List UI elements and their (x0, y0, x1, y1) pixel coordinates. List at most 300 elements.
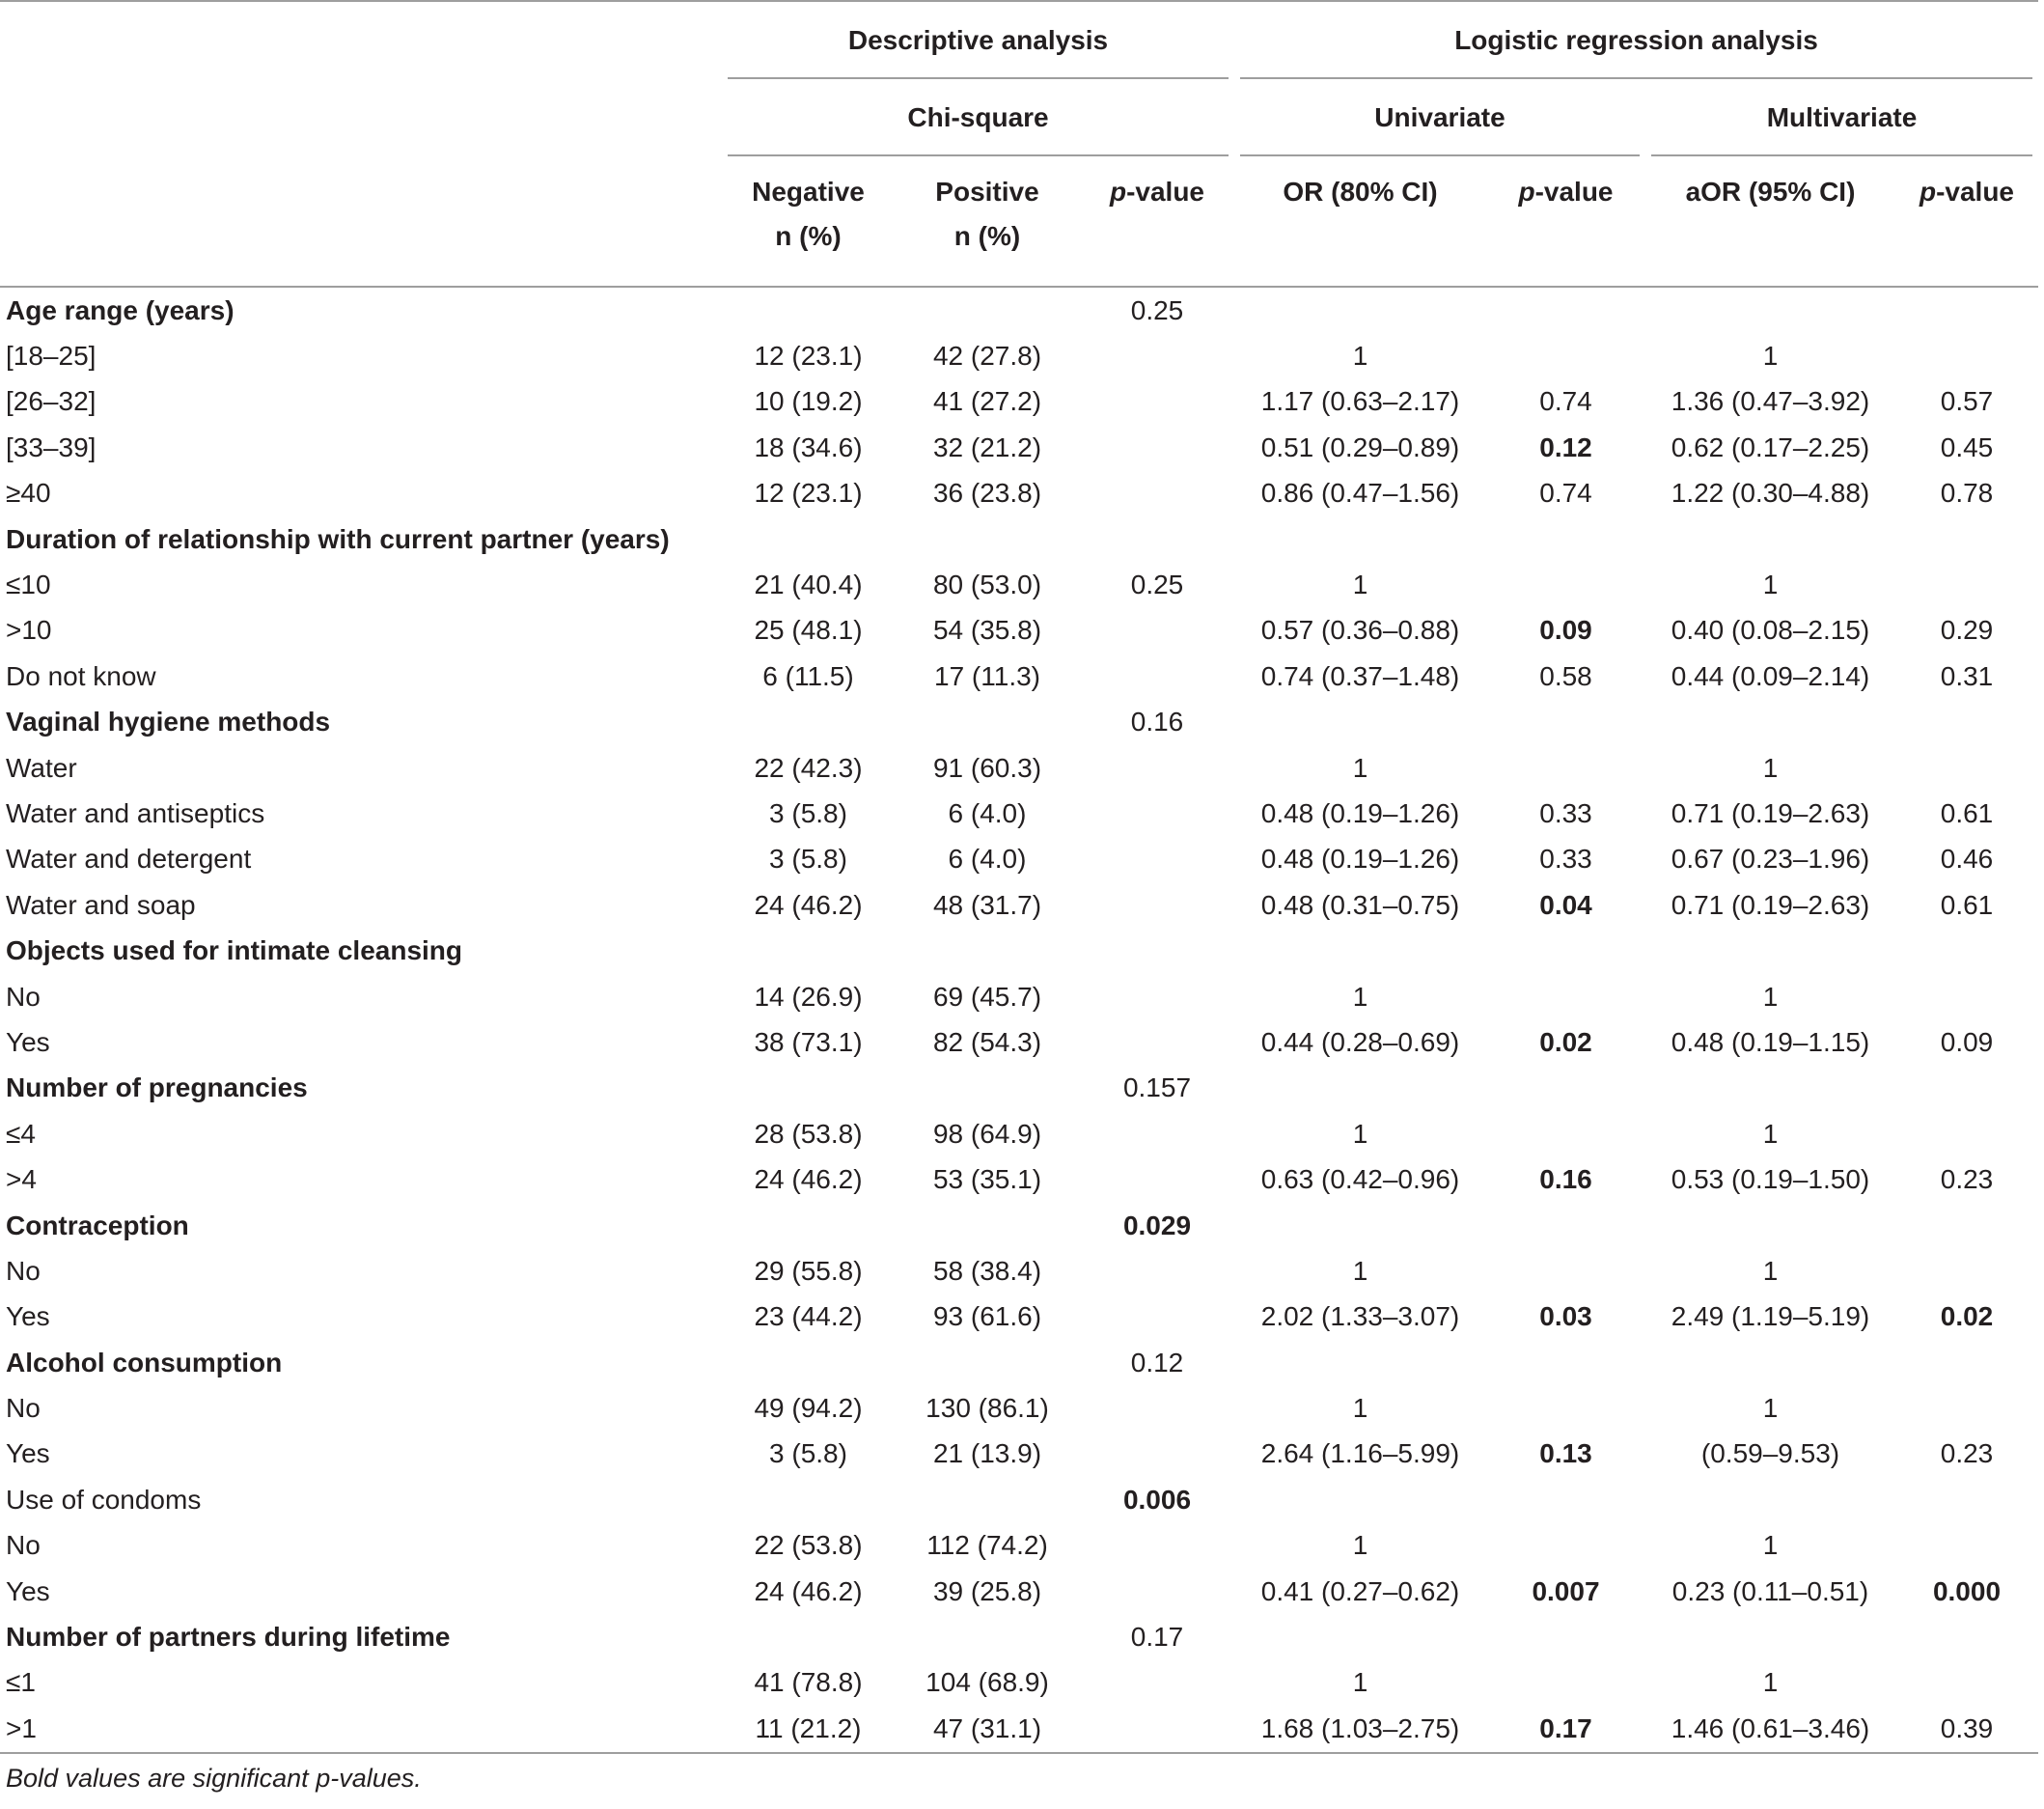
adjusted-odds-ratio-95ci: 1 (1762, 981, 1779, 1012)
table-row (0, 1156, 2038, 1202)
adjusted-odds-ratio-95ci (1645, 1614, 1895, 1659)
multivariate-p-value: 0.09 (1940, 1026, 1994, 1057)
multivariate-p-value (1895, 1111, 2038, 1156)
odds-ratio-80ci (1234, 1203, 1486, 1248)
chi-square-p-value (1080, 425, 1234, 470)
chi-square-p-value (1080, 837, 1234, 882)
univariate-p-value: 0.12 (1539, 431, 1592, 462)
row-label: Number of partners during lifetime (6, 1622, 451, 1653)
negative-count (722, 1614, 895, 1659)
chi-square-p-value (1080, 1019, 1234, 1065)
odds-ratio-80ci (1234, 287, 1486, 333)
univariate-p-value (1486, 745, 1645, 791)
odds-ratio-80ci: 1 (1352, 1667, 1368, 1698)
row-label: Contraception (6, 1210, 189, 1240)
chi-square-p-value (1080, 1385, 1234, 1431)
row-label: Do not know (6, 660, 156, 691)
table-row (0, 562, 2038, 607)
table-row (0, 1111, 2038, 1156)
univariate-p-value (1486, 1203, 1645, 1248)
univariate-p-value: 0.03 (1539, 1301, 1592, 1332)
negative-count: 14 (26.9) (754, 981, 863, 1012)
negative-count: 12 (23.1) (754, 478, 863, 509)
row-label: >1 (6, 1712, 37, 1743)
positive-count: 41 (27.2) (932, 386, 1042, 417)
multivariate-p-value (1895, 1340, 2038, 1385)
odds-ratio-80ci (1234, 1066, 1486, 1111)
chi-square-p-value (1080, 1432, 1234, 1477)
adjusted-odds-ratio-95ci (1645, 1203, 1895, 1248)
negative-count: 3 (5.8) (769, 797, 847, 828)
adjusted-odds-ratio-95ci: 0.53 (0.19–1.50) (1671, 1164, 1870, 1195)
negative-count: 11 (21.2) (755, 1712, 862, 1743)
header-aor-95-ci: aOR (95% CI) (1645, 156, 1895, 287)
chi-square-p-value (1080, 1111, 1234, 1156)
table-row (0, 333, 2038, 378)
table-row (0, 379, 2038, 425)
positive-count: 21 (13.9) (932, 1438, 1042, 1469)
positive-count: 17 (11.3) (934, 660, 1040, 691)
univariate-p-value (1486, 333, 1645, 378)
adjusted-odds-ratio-95ci: 1.46 (0.61–3.46) (1671, 1712, 1870, 1743)
univariate-p-value: 0.33 (1539, 797, 1592, 828)
row-label: Yes (6, 1575, 50, 1606)
negative-count (722, 700, 895, 745)
odds-ratio-80ci: 0.86 (0.47–1.56) (1260, 478, 1460, 509)
row-label: No (6, 1530, 41, 1561)
row-label: Objects used for intimate cleansing (6, 935, 463, 966)
multivariate-p-value: 0.31 (1940, 660, 1994, 691)
positive-count: 36 (23.8) (932, 478, 1042, 509)
univariate-p-value: 0.13 (1539, 1438, 1592, 1469)
chi-square-p-value (1080, 1248, 1234, 1294)
univariate-p-value (1486, 1340, 1645, 1385)
negative-count: 25 (48.1) (754, 615, 863, 646)
odds-ratio-80ci (1234, 700, 1486, 745)
multivariate-p-value (1895, 1248, 2038, 1294)
univariate-p-value (1486, 700, 1645, 745)
row-label: Yes (6, 1026, 50, 1057)
multivariate-p-value (1895, 1203, 2038, 1248)
header-univariate-p-value: p-value (1486, 156, 1645, 287)
positive-count: 91 (60.3) (932, 752, 1042, 783)
row-label: Use of condoms (6, 1484, 202, 1515)
header-multivariate-p-value: p-value (1895, 156, 2038, 287)
row-label: Vaginal hygiene methods (6, 707, 331, 738)
negative-count: 41 (78.8) (754, 1667, 863, 1698)
univariate-p-value: 0.09 (1539, 615, 1592, 646)
odds-ratio-80ci: 1 (1352, 570, 1368, 600)
row-label: Water and antiseptics (6, 797, 265, 828)
univariate-p-value (1486, 1385, 1645, 1431)
positive-count: 69 (45.7) (932, 981, 1042, 1012)
univariate-p-value (1486, 974, 1645, 1019)
negative-count: 12 (23.1) (754, 341, 863, 372)
multivariate-p-value (1895, 1660, 2038, 1706)
table-body (0, 287, 2038, 1753)
chi-square-p-value (1080, 471, 1234, 516)
negative-count (722, 1066, 895, 1111)
chi-square-p-value (1080, 1156, 1234, 1202)
positive-count: 58 (38.4) (932, 1255, 1042, 1286)
univariate-p-value (1486, 1477, 1645, 1522)
univariate-p-value: 0.74 (1539, 478, 1592, 509)
negative-count (722, 928, 895, 973)
positive-count: 98 (64.9) (932, 1118, 1042, 1149)
chi-square-p-value (1080, 882, 1234, 928)
adjusted-odds-ratio-95ci: 2.49 (1.19–5.19) (1671, 1301, 1870, 1332)
univariate-p-value (1486, 562, 1645, 607)
adjusted-odds-ratio-95ci: 0.71 (0.19–2.63) (1671, 797, 1870, 828)
category-row (0, 1340, 2038, 1385)
positive-count (895, 516, 1080, 562)
multivariate-p-value (1895, 333, 2038, 378)
multivariate-p-value: 0.29 (1940, 615, 1994, 646)
table-row (0, 1432, 2038, 1477)
univariate-p-value (1486, 1066, 1645, 1111)
chi-square-p-value: 0.16 (1130, 707, 1184, 738)
univariate-p-value: 0.02 (1539, 1026, 1592, 1057)
adjusted-odds-ratio-95ci: 0.71 (0.19–2.63) (1671, 889, 1870, 920)
multivariate-p-value (1895, 1614, 2038, 1659)
univariate-p-value (1486, 287, 1645, 333)
univariate-p-value: 0.33 (1539, 844, 1592, 875)
negative-count (722, 1340, 895, 1385)
row-label: Water and detergent (6, 844, 252, 875)
chi-square-p-value (1080, 974, 1234, 1019)
odds-ratio-80ci: 0.74 (0.37–1.48) (1260, 660, 1460, 691)
row-label: Water and soap (6, 889, 196, 920)
odds-ratio-80ci (1234, 928, 1486, 973)
adjusted-odds-ratio-95ci (1645, 1340, 1895, 1385)
adjusted-odds-ratio-95ci (1645, 1066, 1895, 1111)
adjusted-odds-ratio-95ci: 1 (1762, 1118, 1779, 1149)
positive-count (895, 1066, 1080, 1111)
header-chi-square: Chi-square (722, 79, 1234, 156)
odds-ratio-80ci: 0.51 (0.29–0.89) (1260, 431, 1460, 462)
positive-count: 53 (35.1) (932, 1164, 1042, 1195)
table-row (0, 425, 2038, 470)
table-row (0, 1019, 2038, 1065)
positive-count: 93 (61.6) (932, 1301, 1042, 1332)
chi-square-p-value (1080, 928, 1234, 973)
chi-square-p-value (1080, 333, 1234, 378)
row-label: Yes (6, 1301, 50, 1332)
odds-ratio-80ci (1234, 1614, 1486, 1659)
table-row (0, 654, 2038, 699)
multivariate-p-value (1895, 562, 2038, 607)
odds-ratio-80ci: 1 (1352, 1255, 1368, 1286)
header-or-80-ci: OR (80% CI) (1234, 156, 1486, 287)
negative-count: 6 (11.5) (762, 660, 854, 691)
negative-count: 23 (44.2) (754, 1301, 863, 1332)
category-row (0, 516, 2038, 562)
odds-ratio-80ci: 0.48 (0.31–0.75) (1260, 889, 1460, 920)
adjusted-odds-ratio-95ci (1645, 928, 1895, 973)
negative-count: 10 (19.2) (754, 386, 863, 417)
positive-count: 130 (86.1) (925, 1393, 1049, 1424)
multivariate-p-value (1895, 700, 2038, 745)
category-row (0, 1614, 2038, 1659)
negative-count: 24 (46.2) (754, 1164, 863, 1195)
adjusted-odds-ratio-95ci: 1.36 (0.47–3.92) (1671, 386, 1870, 417)
positive-count: 32 (21.2) (932, 431, 1042, 462)
table-row (0, 745, 2038, 791)
row-label: Yes (6, 1438, 50, 1469)
negative-count: 3 (5.8) (769, 1438, 847, 1469)
adjusted-odds-ratio-95ci: 0.62 (0.17–2.25) (1671, 431, 1870, 462)
row-label: >4 (6, 1164, 37, 1195)
multivariate-p-value (1895, 974, 2038, 1019)
negative-count: 24 (46.2) (754, 1575, 863, 1606)
positive-count (895, 700, 1080, 745)
positive-count: 104 (68.9) (925, 1667, 1049, 1698)
adjusted-odds-ratio-95ci: 0.40 (0.08–2.15) (1671, 615, 1870, 646)
positive-count: 6 (4.0) (948, 844, 1027, 875)
negative-count: 22 (42.3) (754, 752, 863, 783)
univariate-p-value (1486, 1523, 1645, 1569)
univariate-p-value (1486, 1614, 1645, 1659)
negative-count: 24 (46.2) (754, 889, 863, 920)
negative-count: 22 (53.8) (754, 1530, 863, 1561)
negative-count (722, 1477, 895, 1522)
multivariate-p-value: 0.23 (1940, 1438, 1994, 1469)
negative-count: 49 (94.2) (754, 1393, 863, 1424)
multivariate-p-value (1895, 1477, 2038, 1522)
row-label: ≥40 (6, 478, 51, 509)
chi-square-p-value (1080, 791, 1234, 836)
chi-square-p-value (1080, 654, 1234, 699)
univariate-p-value (1486, 516, 1645, 562)
header-multivariate: Multivariate (1645, 79, 2038, 156)
positive-count (895, 1477, 1080, 1522)
multivariate-p-value (1895, 745, 2038, 791)
chi-square-p-value: 0.25 (1130, 294, 1184, 325)
odds-ratio-80ci (1234, 1477, 1486, 1522)
table-row (0, 974, 2038, 1019)
chi-square-p-value (1080, 1706, 1234, 1752)
adjusted-odds-ratio-95ci (1645, 287, 1895, 333)
table-row (0, 1385, 2038, 1431)
odds-ratio-80ci: 0.57 (0.36–0.88) (1260, 615, 1460, 646)
negative-count (722, 1203, 895, 1248)
odds-ratio-80ci: 1 (1352, 341, 1368, 372)
multivariate-p-value (1895, 1385, 2038, 1431)
odds-ratio-80ci: 0.44 (0.28–0.69) (1260, 1026, 1460, 1057)
odds-ratio-80ci: 1 (1352, 981, 1368, 1012)
category-row (0, 1203, 2038, 1248)
univariate-p-value: 0.04 (1539, 889, 1592, 920)
multivariate-p-value: 0.000 (1932, 1575, 2002, 1606)
row-label: Age range (years) (6, 294, 235, 325)
negative-count: 28 (53.8) (754, 1118, 863, 1149)
category-row (0, 700, 2038, 745)
negative-count: 38 (73.1) (754, 1026, 863, 1057)
row-label: ≤4 (6, 1118, 36, 1149)
chi-square-p-value: 0.12 (1130, 1347, 1184, 1378)
header-chi-p-value: p-value (1080, 156, 1234, 287)
table-header (0, 1, 2038, 287)
positive-count (895, 1614, 1080, 1659)
row-label: [33–39] (6, 431, 97, 462)
positive-count (895, 287, 1080, 333)
negative-count (722, 287, 895, 333)
table-row (0, 791, 2038, 836)
chi-square-p-value: 0.17 (1130, 1622, 1184, 1653)
univariate-p-value (1486, 1248, 1645, 1294)
row-label: ≤1 (6, 1667, 36, 1698)
chi-square-p-value (1080, 608, 1234, 654)
negative-count: 18 (34.6) (754, 431, 863, 462)
row-label: No (6, 981, 41, 1012)
adjusted-odds-ratio-95ci (1645, 700, 1895, 745)
category-row (0, 928, 2038, 973)
negative-count: 3 (5.8) (769, 844, 847, 875)
univariate-p-value: 0.74 (1539, 386, 1592, 417)
odds-ratio-80ci: 1.17 (0.63–2.17) (1260, 386, 1460, 417)
multivariate-p-value (1895, 928, 2038, 973)
positive-count: 112 (74.2) (926, 1530, 1048, 1561)
table-footnote: Bold values are significant p-values. (6, 1763, 422, 1793)
odds-ratio-80ci: 1 (1352, 752, 1368, 783)
odds-ratio-80ci: 0.48 (0.19–1.26) (1260, 797, 1460, 828)
positive-count: 54 (35.8) (932, 615, 1042, 646)
adjusted-odds-ratio-95ci (1645, 516, 1895, 562)
adjusted-odds-ratio-95ci: 1 (1762, 570, 1779, 600)
table-row (0, 1248, 2038, 1294)
adjusted-odds-ratio-95ci: 1.22 (0.30–4.88) (1671, 478, 1870, 509)
table-row (0, 608, 2038, 654)
row-label: >10 (6, 615, 52, 646)
multivariate-p-value: 0.57 (1940, 386, 1994, 417)
negative-count (722, 516, 895, 562)
chi-square-p-value: 0.25 (1130, 570, 1184, 600)
adjusted-odds-ratio-95ci: 1 (1762, 341, 1779, 372)
table-row (0, 1706, 2038, 1752)
positive-count: 80 (53.0) (932, 570, 1042, 600)
odds-ratio-80ci: 2.64 (1.16–5.99) (1260, 1438, 1460, 1469)
table-row (0, 471, 2038, 516)
adjusted-odds-ratio-95ci: (0.59–9.53) (1700, 1438, 1840, 1469)
adjusted-odds-ratio-95ci (1645, 1477, 1895, 1522)
header-negative: Negative n (%) (722, 156, 895, 287)
adjusted-odds-ratio-95ci: 1 (1762, 1530, 1779, 1561)
chi-square-p-value (1080, 1660, 1234, 1706)
univariate-p-value (1486, 1111, 1645, 1156)
odds-ratio-80ci: 2.02 (1.33–3.07) (1260, 1301, 1460, 1332)
category-row (0, 287, 2038, 333)
negative-count: 29 (55.8) (754, 1255, 863, 1286)
table-row (0, 1294, 2038, 1340)
header-univariate: Univariate (1234, 79, 1645, 156)
table-row (0, 882, 2038, 928)
chi-square-p-value (1080, 1569, 1234, 1614)
odds-ratio-80ci: 0.41 (0.27–0.62) (1260, 1575, 1460, 1606)
row-label: Water (6, 752, 77, 783)
table-row (0, 1523, 2038, 1569)
multivariate-p-value: 0.46 (1940, 844, 1994, 875)
row-label: Duration of relationship with current partner (years) (6, 523, 670, 554)
positive-count: 39 (25.8) (932, 1575, 1042, 1606)
row-label: [26–32] (6, 386, 97, 417)
univariate-p-value (1486, 1660, 1645, 1706)
adjusted-odds-ratio-95ci: 1 (1762, 1393, 1779, 1424)
odds-ratio-80ci: 1.68 (1.03–2.75) (1260, 1712, 1460, 1743)
row-label: Alcohol consumption (6, 1347, 283, 1378)
table-row (0, 1660, 2038, 1706)
positive-count: 6 (4.0) (948, 797, 1027, 828)
odds-ratio-80ci: 0.63 (0.42–0.96) (1260, 1164, 1460, 1195)
table-row (0, 837, 2038, 882)
odds-ratio-80ci: 1 (1352, 1118, 1368, 1149)
chi-square-p-value (1080, 516, 1234, 562)
multivariate-p-value: 0.61 (1940, 889, 1994, 920)
multivariate-p-value: 0.39 (1940, 1712, 1994, 1743)
positive-count: 42 (27.8) (932, 341, 1042, 372)
category-row (0, 1066, 2038, 1111)
adjusted-odds-ratio-95ci: 1 (1762, 1667, 1779, 1698)
positive-count: 48 (31.7) (932, 889, 1042, 920)
positive-count: 47 (31.1) (932, 1712, 1042, 1743)
odds-ratio-80ci: 1 (1352, 1393, 1368, 1424)
table-row (0, 1569, 2038, 1614)
chi-square-p-value (1080, 1294, 1234, 1340)
adjusted-odds-ratio-95ci: 0.48 (0.19–1.15) (1671, 1026, 1870, 1057)
positive-count (895, 1340, 1080, 1385)
odds-ratio-80ci (1234, 1340, 1486, 1385)
negative-count: 21 (40.4) (754, 570, 863, 600)
adjusted-odds-ratio-95ci: 0.44 (0.09–2.14) (1671, 660, 1870, 691)
multivariate-p-value (1895, 287, 2038, 333)
header-blank (0, 2, 722, 79)
chi-square-p-value (1080, 745, 1234, 791)
multivariate-p-value (1895, 1523, 2038, 1569)
univariate-p-value (1486, 928, 1645, 973)
chi-square-p-value (1080, 379, 1234, 425)
odds-ratio-80ci: 1 (1352, 1530, 1368, 1561)
adjusted-odds-ratio-95ci: 1 (1762, 1255, 1779, 1286)
univariate-p-value: 0.17 (1539, 1712, 1592, 1743)
odds-ratio-80ci (1234, 516, 1486, 562)
header-positive: Positive n (%) (895, 156, 1080, 287)
table-row (0, 1477, 2038, 1522)
row-label: ≤10 (6, 570, 51, 600)
row-label: No (6, 1255, 41, 1286)
univariate-p-value: 0.007 (1532, 1575, 1600, 1606)
multivariate-p-value (1895, 1066, 2038, 1111)
multivariate-p-value: 0.61 (1940, 797, 1994, 828)
chi-square-p-value: 0.029 (1122, 1210, 1192, 1240)
header-descriptive-analysis: Descriptive analysis (722, 2, 1234, 79)
adjusted-odds-ratio-95ci: 0.67 (0.23–1.96) (1671, 844, 1870, 875)
positive-count (895, 928, 1080, 973)
row-label: No (6, 1393, 41, 1424)
positive-count: 82 (54.3) (932, 1026, 1042, 1057)
multivariate-p-value: 0.02 (1940, 1301, 1994, 1332)
chi-square-p-value: 0.006 (1122, 1484, 1192, 1515)
multivariate-p-value: 0.45 (1940, 431, 1994, 462)
adjusted-odds-ratio-95ci: 1 (1762, 752, 1779, 783)
adjusted-odds-ratio-95ci: 0.23 (0.11–0.51) (1671, 1575, 1869, 1606)
chi-square-p-value: 0.157 (1122, 1072, 1192, 1103)
positive-count (895, 1203, 1080, 1248)
chi-square-p-value (1080, 1523, 1234, 1569)
row-label: Number of pregnancies (6, 1072, 308, 1103)
multivariate-p-value: 0.78 (1940, 478, 1994, 509)
multivariate-p-value: 0.23 (1940, 1164, 1994, 1195)
univariate-p-value: 0.16 (1539, 1164, 1592, 1195)
odds-ratio-80ci: 0.48 (0.19–1.26) (1260, 844, 1460, 875)
